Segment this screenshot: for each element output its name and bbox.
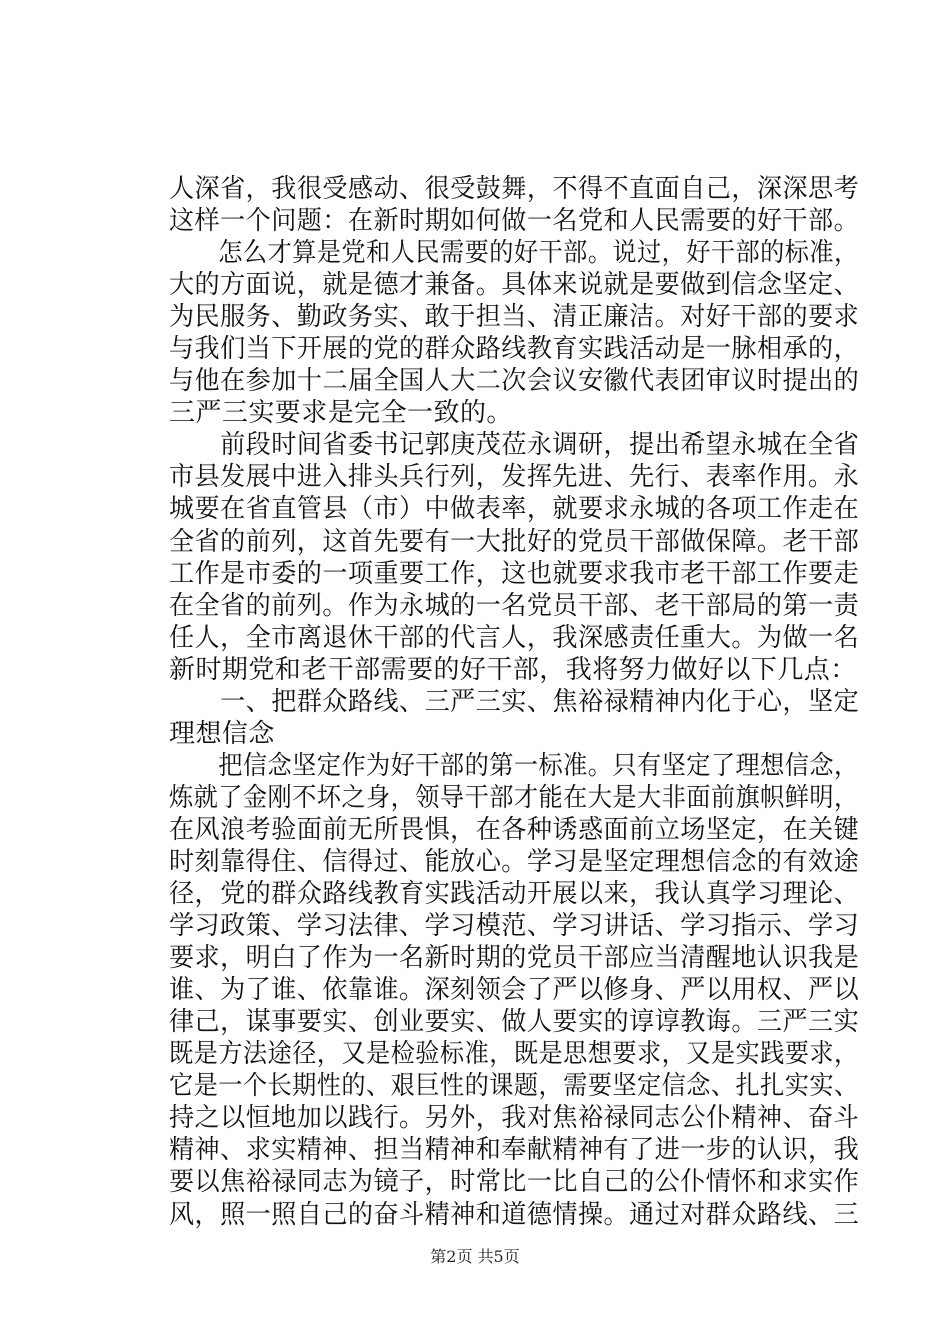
text-line: 它是一个长期性的、艰巨性的课题，需要坚定信念、扎扎实实、 [169,1071,859,1102]
page-footer: 第2页 共5页 [430,1247,520,1266]
text-line: 新时期党和老干部需要的好干部，我将努力做好以下几点： [169,654,857,685]
text-line: 把信念坚定作为好干部的第一标准。只有坚定了理想信念， [169,750,859,781]
text-line: 律己，谋事要实、创业要实、做人要实的谆谆教诲。三严三实 [169,1007,860,1038]
text-line: 既是方法途径，又是检验标准，既是思想要求，又是实践要求， [169,1039,859,1070]
text-line: 怎么才算是党和人民需要的好干部。说过，好干部的标准， [169,238,859,269]
text-line: 一、把群众路线、三严三实、焦裕禄精神内化于心，坚定 [169,686,860,717]
text-line: 市县发展中进入排头兵行列，发挥先进、先行、表率作用。永 [169,462,860,493]
text-line: 谁、为了谁、依靠谁。深刻领会了严以修身、严以用权、严以 [169,975,860,1006]
text-line: 人深省，我很受感动、很受鼓舞，不得不直面自己，深深思考 [169,174,860,204]
text-line: 在风浪考验面前无所畏惧，在各种诱惑面前立场坚定，在关键 [169,814,860,845]
text-line: 任人，全市离退休干部的代言人，我深感责任重大。为做一名 [169,622,860,653]
text-line: 大的方面说，就是德才兼备。具体来说就是要做到信念坚定、 [169,270,860,301]
text-line: 理想信念 [169,718,275,749]
text-line: 在全省的前列。作为永城的一名党员干部、老干部局的第一责 [169,590,860,621]
text-line: 全省的前列，这首先要有一大批好的党员干部做保障。老干部 [169,526,860,557]
text-line: 为民服务、勤政务实、敢于担当、清正廉洁。对好干部的要求 [169,302,860,333]
text-line: 与我们当下开展的党的群众路线教育实践活动是一脉相承的， [169,334,860,365]
text-line: 时刻靠得住、信得过、能放心。学习是坚定理想信念的有效途 [169,846,860,877]
text-line: 持之以恒地加以践行。另外，我对焦裕禄同志公仆精神、奋斗 [169,1103,860,1134]
body-text [169,173,859,1231]
text-line: 炼就了金刚不坏之身，领导干部才能在大是大非面前旗帜鲜明， [169,782,859,813]
text-line: 三严三实要求是完全一致的。 [169,398,513,429]
text-line: 城要在省直管县（市）中做表率，就要求永城的各项工作走在 [169,494,860,525]
text-line: 与他在参加十二届全国人大二次会议安徽代表团审议时提出的 [169,366,860,397]
text-line: 学习政策、学习法律、学习模范、学习讲话、学习指示、学习 [169,911,860,942]
text-line: 径，党的群众路线教育实践活动开展以来，我认真学习理论、 [169,879,860,910]
text-line: 精神、求实精神、担当精神和奉献精神有了进一步的认识，我 [169,1135,860,1166]
text-line: 工作是市委的一项重要工作，这也就要求我市老干部工作要走 [169,558,860,589]
text-line: 要以焦裕禄同志为镜子，时常比一比自己的公仆情怀和求实作 [169,1167,860,1198]
text-line: 要求，明白了作为一名新时期的党员干部应当清醒地认识我是 [169,943,860,974]
text-line: 这样一个问题：在新时期如何做一名党和人民需要的好干部。 [169,206,860,237]
text-line: 前段时间省委书记郭庚茂莅永调研，提出希望永城在全省 [169,430,860,461]
text-line: 风，照一照自己的奋斗精神和道德情操。通过对群众路线、三 [169,1199,860,1230]
